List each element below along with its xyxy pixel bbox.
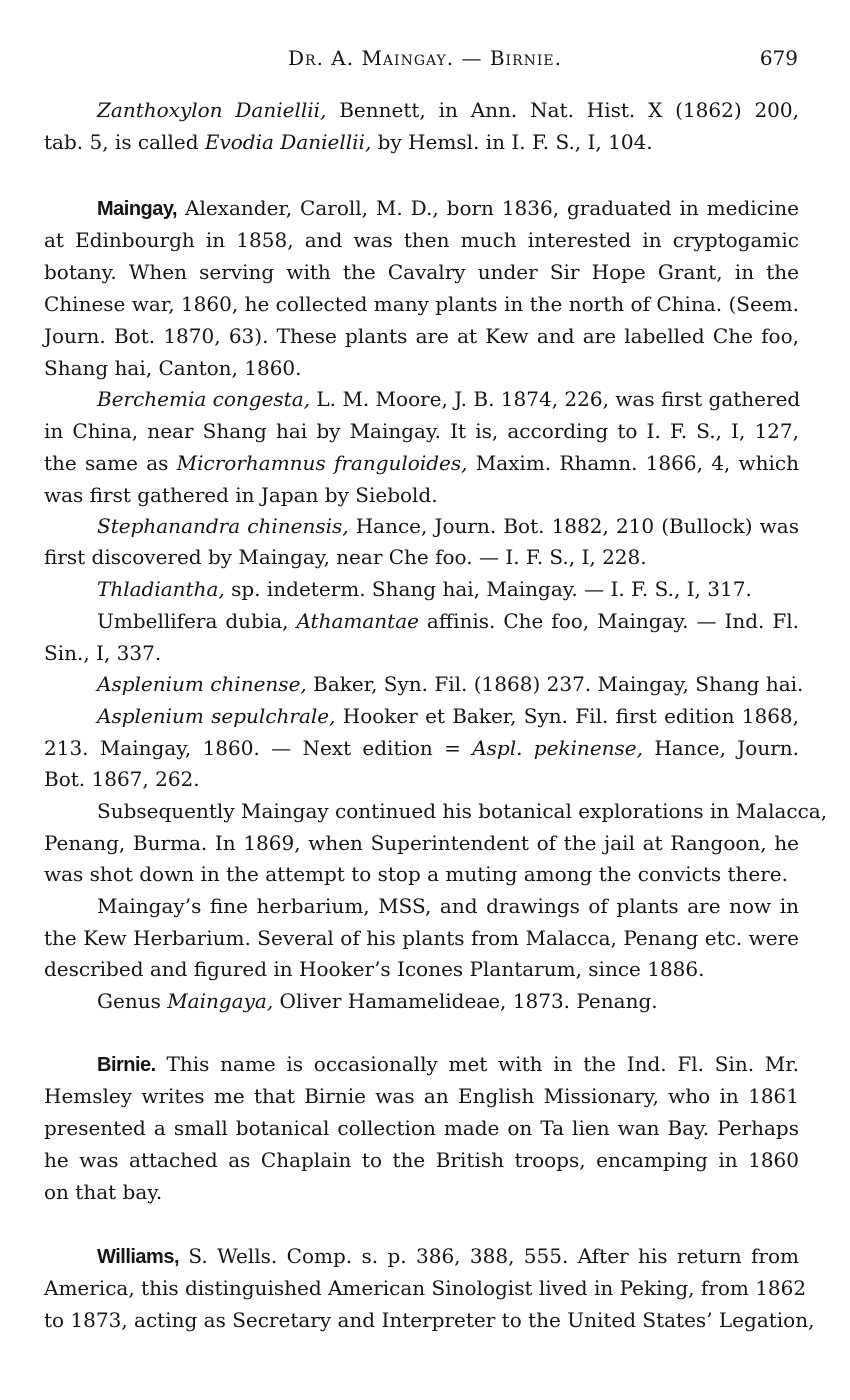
text-line: Maingay, Alexander, Caroll, M. D., born 1836, graduated in medicine xyxy=(97,196,799,220)
text-line: Asplenium sepulchrale, Hooker et Baker, Syn. Fil. first edition 1868, xyxy=(97,704,799,728)
text-line: presented a small botanical collection made on Ta lien wan Bay. Perhaps xyxy=(44,1116,799,1140)
text-line: the same as Microrhamnus franguloides, Maxim. Rhamn. 1866, 4, which xyxy=(44,451,799,475)
text-line: tab. 5, is called Evodia Daniellii, by Hemsl. in I. F. S., I, 104. xyxy=(44,130,653,154)
text-line: at Edinbourgh in 1858, and was then much interested in cryptogamic xyxy=(44,228,799,252)
text-line: Sin., I, 337. xyxy=(44,641,162,665)
text-line: described and figured in Hooker’s Icones Plantarum, since 1886. xyxy=(44,957,705,981)
text-line: Thladiantha, sp. indeterm. Shang hai, Maingay. — I. F. S., I, 317. xyxy=(97,577,752,601)
running-header xyxy=(0,46,850,76)
text-line: in China, near Shang hai by Maingay. It is, according to I. F. S., I, 127, xyxy=(44,419,799,443)
text-line: was shot down in the attempt to stop a muting among the convicts there. xyxy=(44,862,788,886)
text-line: Berchemia congesta, L. M. Moore, J. B. 1874, 226, was first gathered xyxy=(97,387,801,411)
text-line: Umbellifera dubia, Athamantae affinis. Che foo, Maingay. — Ind. Fl. xyxy=(97,609,799,633)
text-line: on that bay. xyxy=(44,1180,163,1204)
text-line: Maingay’s fine herbarium, MSS, and drawings of plants are now in xyxy=(97,894,799,918)
text-line: America, this distinguished American Sinologist lived in Peking, from 1862 xyxy=(44,1276,807,1300)
text-line: Subsequently Maingay continued his botanical explorations in Malacca, xyxy=(97,799,828,823)
text-line: was first gathered in Japan by Siebold. xyxy=(44,483,438,507)
text-line: Birnie. This name is occasionally met with in the Ind. Fl. Sin. Mr. xyxy=(97,1052,799,1076)
text-line: botany. When serving with the Cavalry under Sir Hope Grant, in the xyxy=(44,260,799,284)
text-line: Hemsley writes me that Birnie was an English Missionary, who in 1861 xyxy=(44,1084,799,1108)
text-line: Penang, Burma. In 1869, when Superintendent of the jail at Rangoon, he xyxy=(44,831,799,855)
page-number: 679 xyxy=(759,46,798,70)
text-line: the Kew Herbarium. Several of his plants from Malacca, Penang etc. were xyxy=(44,926,799,950)
text-line: Asplenium chinense, Baker, Syn. Fil. (1868) 237. Maingay, Shang hai. xyxy=(97,672,804,696)
text-line: 213. Maingay, 1860. — Next edition = Aspl. pekinense, Hance, Journ. xyxy=(44,736,800,760)
text-line: to 1873, acting as Secretary and Interpreter to the United States’ Legation, xyxy=(44,1308,815,1332)
text-line: Williams, S. Wells. Comp. s. p. 386, 388, 555. After his return from xyxy=(97,1244,799,1268)
running-title: Dr. A. Maingay. — Birnie. xyxy=(288,46,562,70)
text-line: Shang hai, Canton, 1860. xyxy=(44,356,302,380)
text-line: first discovered by Maingay, near Che foo. — I. F. S., I, 228. xyxy=(44,545,647,569)
text-line: Genus Maingaya, Oliver Hamamelideae, 1873. Penang. xyxy=(97,989,658,1013)
text-line: Bot. 1867, 262. xyxy=(44,767,200,791)
text-line: Chinese war, 1860, he collected many plants in the north of China. (Seem. xyxy=(44,292,799,316)
text-line: Journ. Bot. 1870, 63). These plants are at Kew and are labelled Che foo, xyxy=(44,324,799,348)
text-line: Zanthoxylon Daniellii, Bennett, in Ann. Nat. Hist. X (1862) 200, xyxy=(97,98,799,122)
text-line: Stephanandra chinensis, Hance, Journ. Bot. 1882, 210 (Bullock) was xyxy=(97,514,799,538)
text-line: he was attached as Chaplain to the British troops, encamping in 1860 xyxy=(44,1148,799,1172)
